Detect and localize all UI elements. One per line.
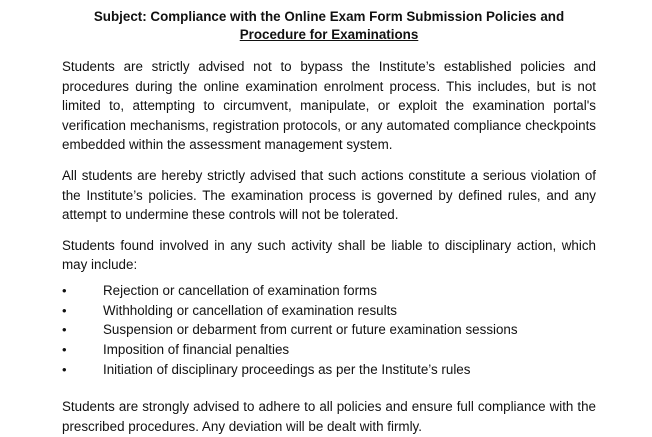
subject-line-2: Procedure for Examinations: [239, 27, 419, 42]
list-item-text: Imposition of financial penalties: [103, 342, 290, 358]
list-item: [62, 340, 596, 360]
list-item-text: Initiation of disciplinary proceedings as per the Institute’s rules: [103, 361, 471, 377]
subject-heading: [62, 8, 596, 44]
list-item: [62, 301, 596, 321]
list-item: [62, 360, 596, 380]
bullet-icon: •: [62, 322, 67, 338]
paragraph-bypass-warning: Students are strictly advised not to bypass the Institute’s established policies and procedures during the online examination enrolment process. This includes, but is not limited to, attempting to circumvent, manipulate, or exploit the examination portal's verification mechanisms, registration protocols, or any automated compliance checkpoints embedded within the assessment management system.: [62, 59, 596, 153]
paragraph-compliance-advice: Students are strongly advised to adhere to all policies and ensure full compliance with the prescribed procedures. Any deviation will be dealt with firmly.: [62, 399, 596, 435]
list-item-text: Withholding or cancellation of examination results: [103, 302, 398, 318]
bullet-icon: •: [62, 361, 67, 377]
list-item-text: Rejection or cancellation of examination forms: [103, 282, 377, 298]
bullet-icon: •: [62, 302, 67, 318]
list-item-text: Suspension or debarment from current or future examination sessions: [103, 322, 518, 338]
list-item: [62, 320, 596, 340]
bullet-icon: •: [62, 282, 67, 298]
bullet-icon: •: [62, 342, 67, 358]
subject-line-1: Subject: Compliance with the Online Exam Form Submission Policies and: [93, 9, 565, 24]
notice-document: [62, 8, 596, 437]
paragraph-disciplinary-intro: Students found involved in any such activity shall be liable to disciplinary action, which may include:: [62, 237, 596, 273]
penalty-list: [62, 281, 596, 380]
paragraph-violation-notice: All students are hereby strictly advised that such actions constitute a serious violation of the Institute’s policies. The examination process is governed by defined rules, and any attempt to undermine these controls will not be tolerated.: [62, 167, 596, 223]
list-item: [62, 281, 596, 301]
